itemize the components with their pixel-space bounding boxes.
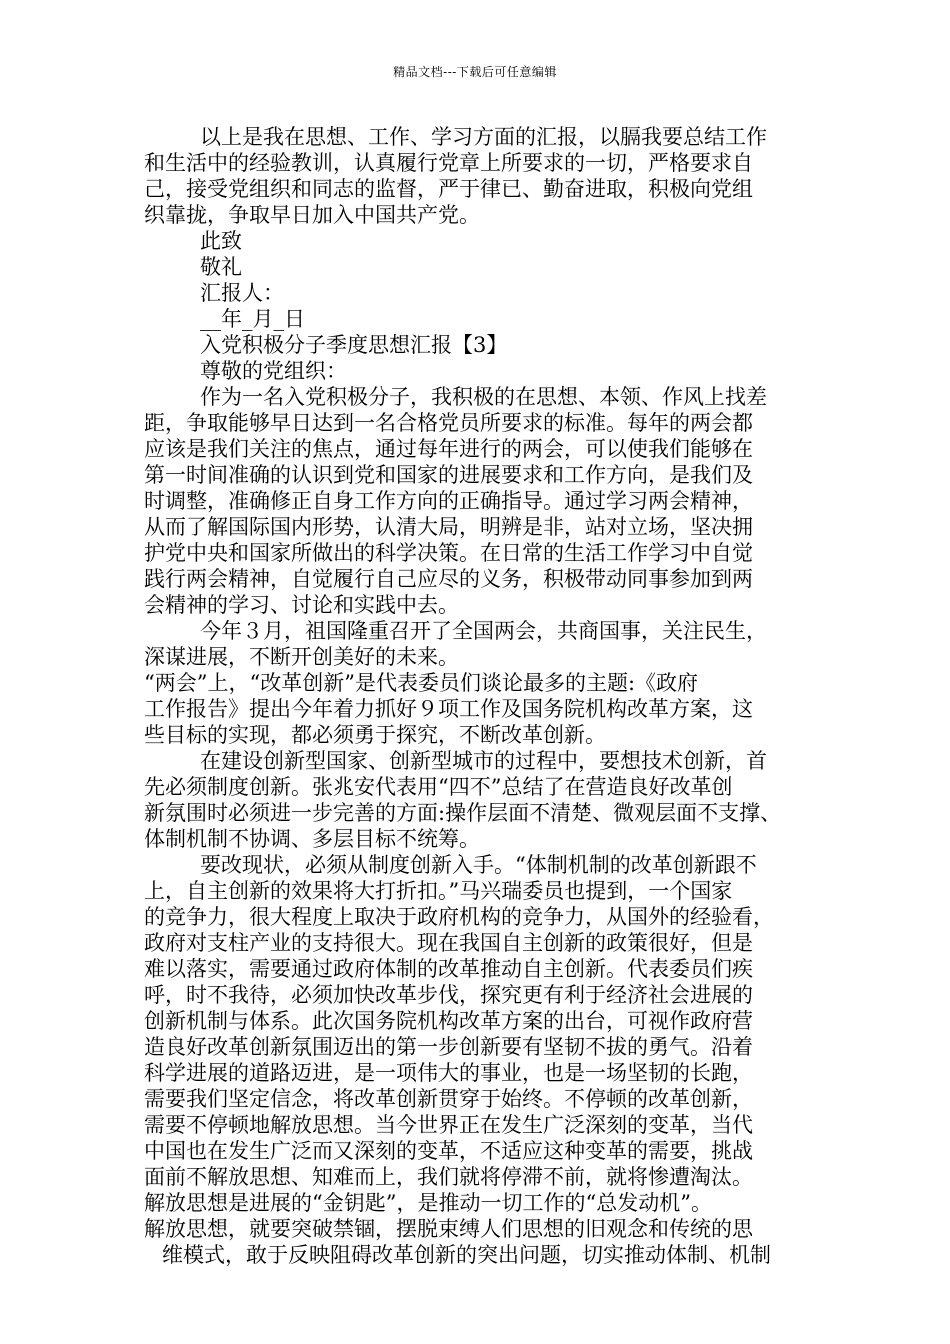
text-line: 要改现状，必须从制度创新入手。“体制机制的改革创新跟不	[200, 853, 757, 877]
text-line: “两会”上，“改革创新”是代表委员们谈论最多的主题:《政府	[144, 671, 699, 695]
text-line: 呼，时不我待，必须加快改革步伐，探究更有利于经济社会进展的	[144, 983, 753, 1007]
page-header: 精品文档---下载后可任意编辑	[393, 65, 557, 79]
text-line: 难以落实，需要通过政府体制的改革推动自主创新。代表委员们疾	[144, 957, 753, 981]
text-line: 些目标的实现，都必须勇于探究，不断改革创新。	[144, 723, 606, 747]
text-line: 在建设创新型国家、创新型城市的过程中，要想技术创新，首	[200, 749, 767, 773]
text-line: 此致	[200, 229, 242, 253]
text-line: 中国也在发生广泛而又深刻的变革，不适应这种变革的需要，挑战	[144, 1139, 753, 1163]
text-line: 新氛围时必须进一步完善的方面:操作层面不清楚、微观层面不支撑、	[144, 801, 782, 825]
text-line: 己，接受党组织和同志的监督，严于律已、勤奋进取，积极向党组	[144, 177, 753, 201]
text-line: 体制机制不协调、多层目标不统筹。	[144, 827, 480, 851]
text-line: 工作报告》提出今年着力抓好９项工作及国务院机构改革方案，这	[144, 697, 753, 721]
text-line: 会精神的学习、讨论和实践中去。	[144, 593, 459, 617]
text-line: 的竞争力，很大程度上取决于政府机构的竞争力，从国外的经验看，	[144, 905, 774, 929]
text-line: 上，自主创新的效果将大打折扣。”马兴瑞委员也提到，一个国家	[144, 879, 733, 903]
text-line: 作为一名入党积极分子，我积极的在思想、本领、作风上找差	[200, 385, 767, 409]
text-line: 解放思想是进展的“金钥匙”，是推动一切工作的“总发动机”。	[144, 1191, 712, 1215]
text-line: 织靠拢，争取早日加入中国共产党。	[144, 203, 480, 227]
text-line: 入党积极分子季度思想汇报【3】	[200, 333, 508, 357]
text-line: 尊敬的党组织：	[200, 359, 347, 383]
text-line: 解放思想，就要突破禁锢，摆脱束缚人们思想的旧观念和传统的思	[144, 1217, 753, 1241]
text-line: __年_月_日	[200, 307, 305, 331]
text-line: 需要我们坚定信念，将改革创新贯穿于始终。不停顿的改革创新，	[144, 1087, 753, 1111]
text-line: 时调整，准确修正自身工作方向的正确指导。通过学习两会精神，	[144, 489, 753, 513]
text-line: 政府对支柱产业的支持很大。现在我国自主创新的政策很好，但是	[144, 931, 753, 955]
text-line: 敬礼	[200, 255, 242, 279]
text-line: 和生活中的经验教训，认真履行党章上所要求的一切，严格要求自	[144, 151, 753, 175]
text-line: 应该是我们关注的焦点，通过每年进行的两会，可以使我们能够在	[144, 437, 753, 461]
text-line: 造良好改革创新氛围迈出的第一步创新要有坚韧不拔的勇气。沿着	[144, 1035, 753, 1059]
text-line: 需要不停顿地解放思想。当今世界正在发生广泛深刻的变革，当代	[144, 1113, 753, 1137]
text-line: 护党中央和国家所做出的科学决策。在日常的生活工作学习中自觉	[144, 541, 753, 565]
text-line: 维模式，敢于反映阻碍改革创新的突出问题，切实推动体制、机制	[162, 1243, 771, 1267]
text-line: 面前不解放思想、知难而上，我们就将停滞不前，就将惨遭淘汰。	[144, 1165, 753, 1189]
text-line: 践行两会精神，自觉履行自己应尽的义务，积极带动同事参加到两	[144, 567, 753, 591]
text-line: 第一时间准确的认识到党和国家的进展要求和工作方向，是我们及	[144, 463, 753, 487]
text-line: 汇报人：	[200, 281, 284, 305]
text-line: 科学进展的道路迈进，是一项伟大的事业，也是一场坚韧的长跑，	[144, 1061, 753, 1085]
text-line: 先必须制度创新。张兆安代表用“四不”总结了在营造良好改革创	[144, 775, 733, 799]
text-line: 距，争取能够早日达到一名合格党员所要求的标准。每年的两会都	[144, 411, 753, 435]
text-line: 以上是我在思想、工作、学习方面的汇报，以膈我要总结工作	[200, 125, 767, 149]
text-line: 深谋进展，不断开创美好的未来。	[144, 645, 459, 669]
text-line: 从而了解国际国内形势，认清大局，明辨是非，站对立场，坚决拥	[144, 515, 753, 539]
document-body	[144, 124, 824, 1268]
text-line: 创新机制与体系。此次国务院机构改革方案的出台，可视作政府营	[144, 1009, 753, 1033]
text-line: 今年３月，祖国隆重召开了全国两会，共商国事，关注民生，	[200, 619, 767, 643]
